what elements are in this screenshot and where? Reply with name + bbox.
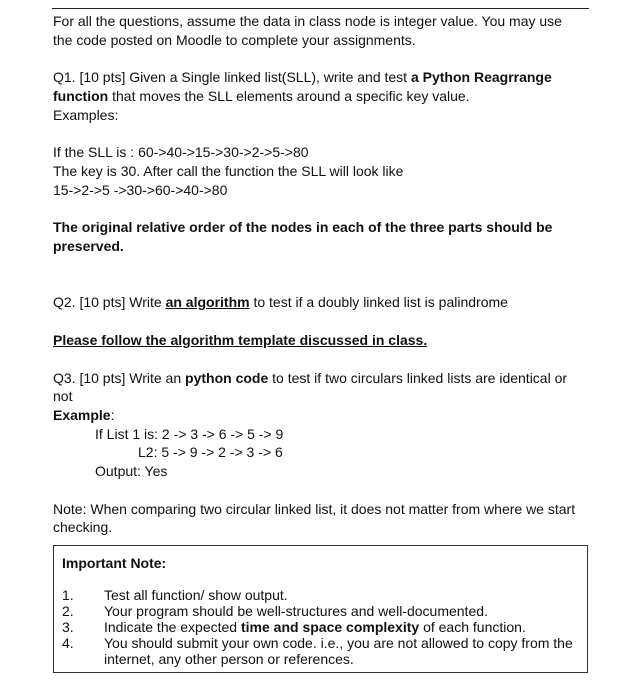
- item-2-text: Your program should be well-structures and well-documented.: [104, 603, 488, 619]
- q1-line-2: [53, 87, 470, 105]
- q3-output: Output: Yes: [95, 463, 168, 479]
- item-3-bold: time and space complexity: [241, 619, 420, 635]
- q3-list-1: If List 1 is: 2 -> 3 -> 6 -> 5 -> 9: [95, 426, 284, 442]
- item-3-text: [104, 619, 526, 635]
- item-4-number: 4.: [62, 635, 74, 651]
- q3-bold: python code: [185, 370, 269, 386]
- item-1-text: Test all function/ show output.: [104, 587, 288, 603]
- q1-order-note-line-1: The original relative order of the nodes in each of the three parts should be: [53, 219, 553, 235]
- q3-suffix: to test if two circulars linked lists are identical or: [268, 370, 568, 386]
- q3-example-word: Example: [53, 407, 111, 423]
- item-3-prefix: Indicate the expected: [104, 619, 241, 635]
- q3-line-2: not: [53, 388, 73, 404]
- q3-list-2: L2: 5 -> 9 -> 2 -> 3 -> 6: [138, 444, 283, 460]
- q3-example-label: [53, 406, 114, 424]
- intro-line-2: the code posted on Moodle to complete your assignments.: [53, 32, 416, 48]
- q1-rest: that moves the SLL elements around a specific key value.: [108, 88, 470, 104]
- q3-line-1: [53, 369, 567, 387]
- item-3-number: 3.: [62, 619, 74, 635]
- important-note-title: Important Note:: [62, 555, 167, 571]
- top-rule: [52, 8, 589, 9]
- intro-line-1: For all the questions, assume the data in class node is integer value. You may use: [53, 13, 562, 29]
- q2-algorithm: an algorithm: [165, 294, 250, 310]
- q2-line: [53, 293, 508, 311]
- q2-prefix: Q2. [10 pts] Write: [53, 294, 166, 310]
- important-note-box: [53, 545, 588, 673]
- q1-examples-label: Examples:: [53, 107, 119, 123]
- item-4-text-line-1: You should submit your own code. i.e., you are not allowed to copy from the: [104, 635, 573, 651]
- item-3-suffix: of each function.: [419, 619, 526, 635]
- item-2-number: 2.: [62, 603, 74, 619]
- q1-example-line-2: The key is 30. After call the function the SLL will look like: [53, 163, 404, 179]
- q1-prefix: Q1. [10 pts] Given a Single linked list(SLL), write and test: [53, 69, 411, 85]
- q1-line-1: [53, 68, 552, 86]
- q3-example-colon: :: [110, 407, 115, 423]
- note-line-2: checking.: [53, 519, 113, 535]
- item-4-text-line-2: internet, any other person or references.: [104, 651, 354, 667]
- q1-bold-1: a Python Reagrrange: [410, 69, 552, 85]
- q2-suffix: to test if a doubly linked list is palindrome: [249, 294, 508, 310]
- note-line-1: Note: When comparing two circular linked list, it does not matter from where we start: [53, 501, 576, 517]
- q2-follow-template: Please follow the algorithm template discussed in class.: [53, 332, 428, 348]
- q3-prefix: Q3. [10 pts] Write an: [53, 370, 186, 386]
- item-1-number: 1.: [62, 587, 74, 603]
- q1-bold-2: function: [53, 88, 109, 104]
- q1-example-line-3: 15->2->5 ->30->60->40->80: [53, 182, 228, 198]
- q1-example-line-1: If the SLL is : 60->40->15->30->2->5->80: [53, 144, 309, 160]
- q1-order-note-line-2: preserved.: [53, 238, 124, 254]
